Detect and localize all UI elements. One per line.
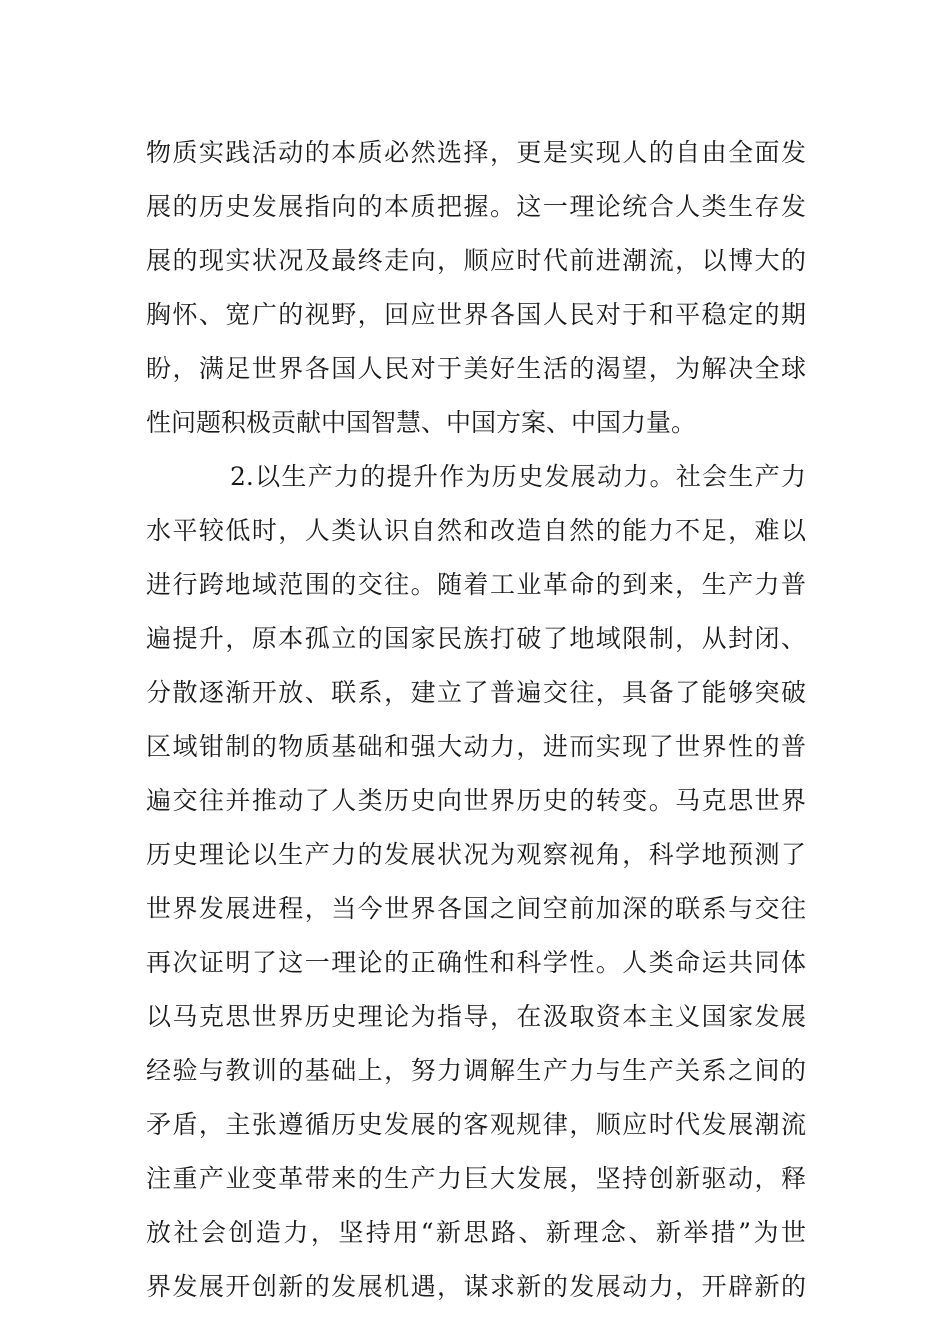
text-line: 以马克思世界历史理论为指导，在汲取资本主义国家发展 <box>146 1002 806 1031</box>
text-line: 放社会创造力，坚持用“新思路、新理念、新举措”为世 <box>146 1218 806 1247</box>
text-line: 矛盾，主张遵循历史发展的客观规律，顺应时代发展潮流 <box>146 1110 806 1139</box>
text-line: 水平较低时，人类认识自然和改造自然的能力不足，难以 <box>146 516 806 545</box>
text-line: 展的现实状况及最终走向，顺应时代前进潮流，以博大的 <box>146 246 806 275</box>
text-line: 物质实践活动的本质必然选择，更是实现人的自由全面发 <box>146 138 806 167</box>
text-line: 区域钳制的物质基础和强大动力，进而实现了世界性的普 <box>146 732 806 761</box>
text-line: 胸怀、宽广的视野，回应世界各国人民对于和平稳定的期 <box>146 300 806 329</box>
text-line: 展的历史发展指向的本质把握。这一理论统合人类生存发 <box>146 192 806 221</box>
text-line: 性问题积极贡献中国智慧、中国方案、中国力量。 <box>146 408 697 437</box>
text-line: 2.以生产力的提升作为历史发展动力。社会生产力 <box>230 462 806 491</box>
text-line: 界发展开创新的发展机遇，谋求新的发展动力，开辟新的 <box>146 1272 806 1301</box>
text-line: 注重产业变革带来的生产力巨大发展，坚持创新驱动，释 <box>146 1164 806 1193</box>
text-line: 历史理论以生产力的发展状况为观察视角，科学地预测了 <box>146 840 806 869</box>
text-line: 遍交往并推动了人类历史向世界历史的转变。马克思世界 <box>146 786 806 815</box>
text-line: 盼，满足世界各国人民对于美好生活的渴望，为解决全球 <box>146 354 806 383</box>
text-line: 再次证明了这一理论的正确性和科学性。人类命运共同体 <box>146 948 806 977</box>
text-line: 世界发展进程，当今世界各国之间空前加深的联系与交往 <box>146 894 806 923</box>
document-body <box>146 126 806 1314</box>
text-line: 分散逐渐开放、联系，建立了普遍交往，具备了能够突破 <box>146 678 806 707</box>
text-line: 经验与教训的基础上，努力调解生产力与生产关系之间的 <box>146 1056 806 1085</box>
text-line: 遍提升，原本孤立的国家民族打破了地域限制，从封闭、 <box>146 624 806 653</box>
text-line: 进行跨地域范围的交往。随着工业革命的到来，生产力普 <box>146 570 806 599</box>
paragraph-1 <box>146 126 806 450</box>
paragraph-2 <box>146 450 806 1314</box>
